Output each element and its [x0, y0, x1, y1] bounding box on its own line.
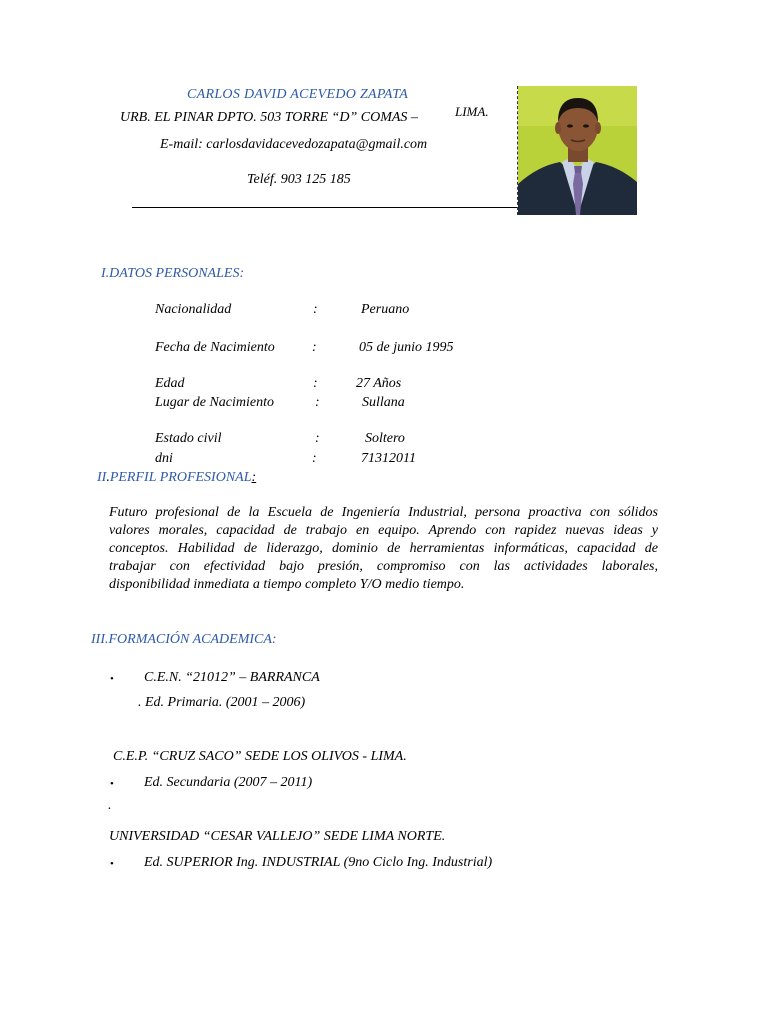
section-title-profile — [97, 470, 256, 486]
profile-photo — [517, 86, 637, 215]
profile-line: Futuro profesional de la Escuela de Ingeniería Industrial, persona proactiva con sólidos — [109, 505, 658, 520]
profile-line: valores morales, capacidad de trabajo en equipo. Aprendo con rapidez nuevas ideas y — [109, 523, 658, 538]
row-separator: : — [315, 395, 320, 410]
row-separator: : — [313, 376, 318, 391]
row-value: Peruano — [361, 302, 410, 317]
address: URB. EL PINAR DPTO. 503 TORRE “D” COMAS – — [120, 110, 418, 125]
profile-line: trabajar con efectividad bajo presión, compromiso con las actividades laborales, — [109, 559, 658, 574]
section-number: II — [97, 470, 107, 485]
school-primary: C.E.N. “21012” – BARRANCA — [144, 670, 320, 685]
section-title-colon: : — [251, 470, 257, 485]
row-value: 05 de junio 1995 — [359, 340, 454, 355]
school-university: UNIVERSIDAD “CESAR VALLEJO” SEDE LIMA NORTE. — [109, 829, 446, 844]
row-separator: : — [312, 340, 317, 355]
row-value: 71312011 — [361, 451, 416, 466]
school-secondary-level: Ed. Secundaria (2007 – 2011) — [144, 775, 313, 790]
address-city: LIMA. — [455, 104, 489, 119]
row-label: dni — [155, 451, 173, 466]
school-university-level: Ed. SUPERIOR Ing. INDUSTRIAL (9no Ciclo Ing. Industrial) — [144, 855, 493, 870]
row-separator: : — [315, 431, 320, 446]
row-value: Sullana — [362, 395, 405, 410]
section-title-education: III.FORMACIÓN ACADEMICA: — [91, 632, 277, 647]
person-photo-icon — [518, 86, 637, 215]
profile-line: conceptos. Habilidad de liderazgo, dominio de herramientas informáticas, capacidad de — [109, 541, 658, 556]
stray-dot: . — [108, 798, 112, 813]
row-label: Estado civil — [155, 431, 222, 446]
school-secondary: C.E.P. “CRUZ SACO” SEDE LOS OLIVOS - LIMA. — [113, 749, 407, 764]
profile-line: disponibilidad inmediata a tiempo completo Y/O medio tiempo. — [109, 577, 465, 592]
email: E-mail: carlosdavidacevedozapata@gmail.com — [160, 137, 428, 152]
profile-paragraph — [109, 504, 658, 594]
row-label: Lugar de Nacimiento — [155, 395, 274, 410]
row-label: Fecha de Nacimiento — [155, 340, 275, 355]
bullet-icon: • — [110, 858, 114, 870]
school-primary-level: . Ed. Primaria. (2001 – 2006) — [138, 695, 306, 710]
cv-name: CARLOS DAVID ACEVEDO ZAPATA — [187, 87, 409, 102]
header-divider — [132, 207, 518, 208]
bullet-icon: • — [110, 778, 114, 790]
row-separator: : — [312, 451, 317, 466]
row-label: Edad — [155, 376, 185, 391]
section-number-dot: . — [106, 470, 110, 485]
bullet-icon: • — [110, 673, 114, 685]
row-separator: : — [313, 302, 318, 317]
row-value: Soltero — [365, 431, 405, 446]
row-value: 27 Años — [356, 376, 402, 391]
section-title-personal: I.DATOS PERSONALES: — [101, 266, 245, 281]
row-label: Nacionalidad — [155, 302, 232, 317]
phone: Teléf. 903 125 185 — [247, 172, 351, 187]
section-title-text: PERFIL PROFESIONAL — [109, 470, 252, 485]
